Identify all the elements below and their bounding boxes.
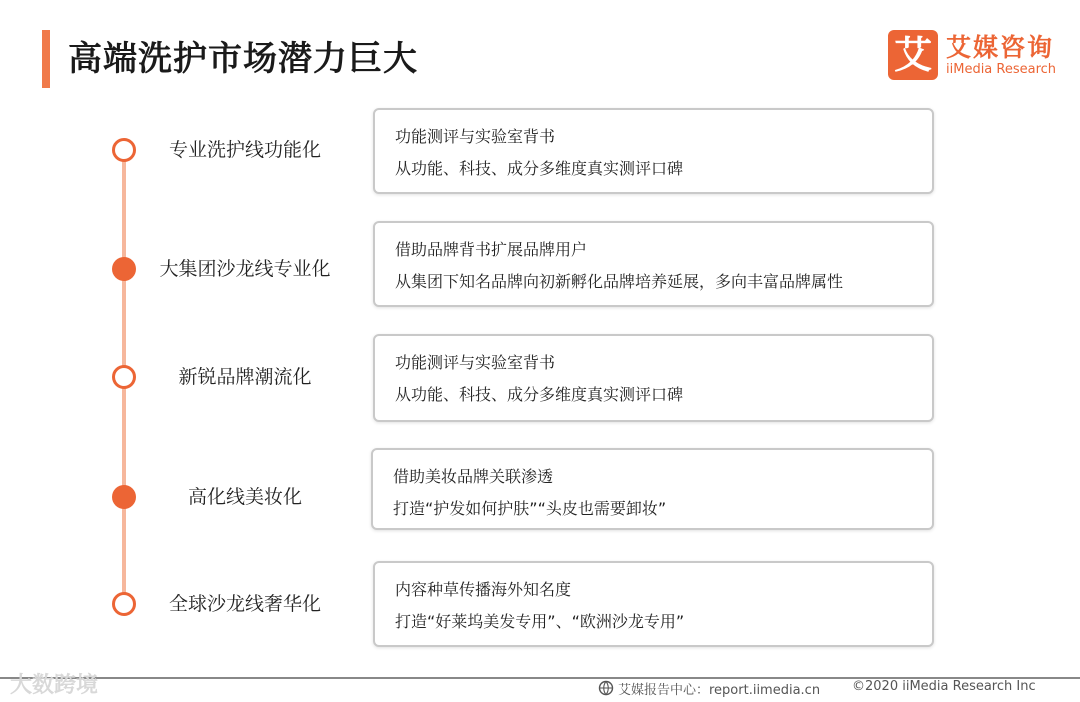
card-heading: 功能测评与实验室背书 [395,127,556,146]
logo-name-cn: 艾媒咨询 [946,33,1055,62]
logo-mark-icon: 艾 [888,30,938,80]
page-title: 高端洗护市场潜力巨大 [68,39,418,79]
timeline-node-hollow [112,138,136,162]
card-description: 从功能、科技、成分多维度真实测评口碑 [395,159,684,178]
timeline-card [371,448,934,530]
card-heading: 借助美妆品牌关联渗透 [393,467,554,486]
card-description: 打造“好莱坞美发专用”、“欧洲沙龙专用” [395,612,685,631]
watermark: 大数跨境 [10,673,99,698]
card-heading: 借助品牌背书扩展品牌用户 [395,240,588,259]
logo-name-en: iiMedia Research [946,62,1057,77]
timeline-node-filled [112,257,136,281]
timeline-node-hollow [112,592,136,616]
brand-logo [888,28,1063,84]
card-heading: 功能测评与实验室背书 [395,353,556,372]
card-description: 从集团下知名品牌向初新孵化品牌培养延展，多向丰富品牌属性 [395,272,844,291]
timeline-label: 全球沙龙线奢华化 [168,593,321,615]
title-accent-bar [42,30,50,88]
timeline-label: 高化线美妆化 [187,486,302,508]
card-description: 打造“护发如何护肤”“头皮也需要卸妆” [393,499,667,518]
timeline-label: 大集团沙龙线专业化 [159,258,331,280]
card-heading: 内容种草传播海外知名度 [395,580,572,599]
card-description: 从功能、科技、成分多维度真实测评口碑 [395,385,684,404]
footer-copyright: ©2020 iiMedia Research Inc [852,679,1036,694]
timeline-card [373,561,934,647]
footer-source: 艾媒报告中心：report.iimedia.cn [618,683,821,698]
timeline-label: 新锐品牌潮流化 [178,366,312,388]
timeline-node-hollow [112,365,136,389]
timeline-card [373,221,934,307]
timeline-node-filled [112,485,136,509]
timeline-card [373,108,934,194]
timeline-label: 专业洗护线功能化 [168,139,321,161]
timeline-card [373,334,934,422]
globe-icon [598,680,614,696]
